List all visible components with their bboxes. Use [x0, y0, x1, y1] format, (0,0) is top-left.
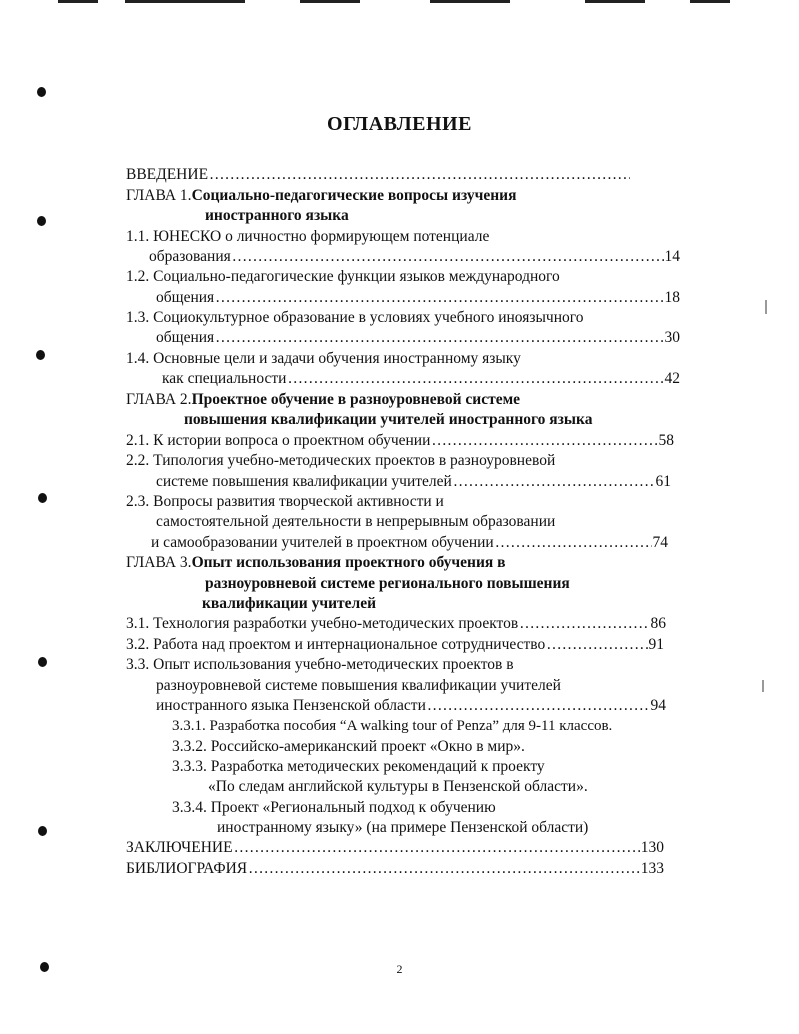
toc-entry-label: «По следам английской культуры в Пензенской области». [208, 778, 588, 795]
toc-leader-dots [495, 533, 652, 553]
toc-leader-dots [209, 165, 630, 185]
toc-entry-2-1 [126, 431, 674, 451]
toc-entry-label: самостоятельной деятельности в непрерывным образовании [156, 513, 556, 530]
toc-leader-dots [287, 369, 663, 389]
toc-entry-label: 3.3.3. Разработка методических рекомендаций к проекту [172, 758, 545, 775]
toc-page-number: 91 [648, 636, 664, 653]
toc-chapter-prefix: ГЛАВА 2. [126, 391, 192, 408]
scan-edge-mark [125, 0, 245, 3]
toc-leader-dots [427, 696, 650, 716]
toc-page-number: 133 [640, 860, 664, 877]
toc-entry-3-3-cont2 [156, 696, 666, 716]
toc-leader-dots [215, 328, 663, 348]
toc-entry-label: 3.3.1. Разработка пособия “A walking tour of Penza” для 9-11 классов. [172, 718, 613, 734]
binder-hole [37, 87, 46, 97]
page-title: ОГЛАВЛЕНИЕ [327, 113, 472, 135]
toc-entry-label: разноуровневой системе повышения квалификации учителей [156, 677, 561, 694]
toc-entry-label: 3.3.4. Проект «Региональный подход к обучению [172, 799, 496, 816]
toc-entry-1-2-cont [156, 288, 680, 308]
toc-chapter-prefix: ГЛАВА 1. [126, 187, 192, 204]
toc-entry-3-3-cont [156, 676, 561, 696]
toc-entry-label: ВВЕДЕНИЕ [126, 166, 209, 183]
binder-hole [37, 216, 46, 226]
toc-entry-bibliography [126, 859, 664, 879]
toc-chapter-title: Социально-педагогические вопросы изучения [191, 187, 517, 204]
toc-page-number: 58 [658, 432, 674, 449]
toc-page-number: 18 [664, 289, 680, 306]
toc-entry-3-3-3-cont [208, 777, 588, 797]
toc-leader-dots [453, 472, 655, 492]
toc-entry-3-3-4 [172, 798, 496, 818]
toc-chapter-title: квалификации учителей [202, 595, 377, 612]
toc-leader-dots [232, 247, 664, 267]
toc-entry-3-1 [126, 614, 666, 634]
toc-entry-1-2 [126, 267, 560, 287]
toc-entry-label: БИБЛИОГРАФИЯ [126, 860, 248, 877]
toc-entry-1-4 [126, 349, 521, 369]
toc-chapter-2-heading-cont [184, 410, 592, 430]
toc-entry-label: 2.1. К истории вопроса о проектном обучении [126, 432, 431, 449]
toc-page-number: 94 [650, 697, 666, 714]
toc-leader-dots [215, 288, 663, 308]
toc-page-number: 42 [664, 370, 680, 387]
toc-entry-label: 1.1. ЮНЕСКО о личностно формирующем потенциале [126, 228, 490, 245]
toc-entry-3-3-1 [172, 716, 612, 736]
toc-entry-label: общения [156, 289, 215, 306]
toc-entry-label: иностранному языку» (на примере Пензенской области) [217, 819, 589, 836]
toc-entry-1-3 [126, 308, 584, 328]
toc-page-number: 86 [650, 615, 666, 632]
toc-page-number: 61 [655, 473, 671, 490]
toc-entry-1-1 [126, 227, 489, 247]
scan-speck [762, 680, 764, 692]
toc-entry-3-3-3 [172, 757, 545, 777]
toc-entry-label: 3.1. Технология разработки учебно-методических проектов [126, 615, 519, 632]
toc-chapter-prefix: ГЛАВА 3. [126, 554, 192, 571]
toc-chapter-1-heading-cont [205, 206, 349, 226]
toc-entry-label: 1.4. Основные цели и задачи обучения иностранному языку [126, 350, 521, 367]
toc-leader-dots [546, 635, 647, 655]
toc-entry-conclusion [126, 838, 664, 858]
toc-chapter-3-heading-cont2 [202, 594, 376, 614]
toc-entry-label: системе повышения квалификации учителей [156, 473, 452, 490]
toc-entry-label: иностранного языка Пензенской области [156, 697, 426, 714]
toc-chapter-title: повышения квалификации учителей иностранного языка [184, 411, 593, 428]
toc-entry-2-2-cont [156, 472, 671, 492]
toc-chapter-3-heading [126, 553, 506, 573]
toc-entry-label: ЗАКЛЮЧЕНИЕ [126, 839, 233, 856]
toc-entry-3-3 [126, 655, 514, 675]
toc-entry-label: общения [156, 329, 215, 346]
scan-edge-mark [690, 0, 730, 3]
toc-entry-2-3-cont [156, 512, 555, 532]
toc-entry-label: 1.3. Социокультурное образование в условиях учебного иноязычного [126, 309, 584, 326]
toc-leader-dots [431, 431, 657, 451]
toc-entry-1-3-cont [156, 328, 680, 348]
toc-entry-label: образования [149, 248, 231, 265]
toc-chapter-title: Проектное обучение в разноуровневой системе [191, 391, 521, 408]
scan-speck [765, 300, 767, 314]
toc-page-number: 30 [664, 329, 680, 346]
toc-entry-label: и самообразовании учителей в проектном обучении [151, 534, 494, 551]
toc-entry-2-3-cont2 [151, 533, 668, 553]
toc-chapter-3-heading-cont [205, 574, 570, 594]
toc-leader-dots [519, 614, 649, 634]
binder-hole [38, 493, 47, 503]
toc-leader-dots [248, 859, 640, 879]
scan-edge-mark [585, 0, 645, 3]
toc-leader-dots [234, 838, 640, 858]
toc-chapter-2-heading [126, 390, 520, 410]
scan-edge-mark [300, 0, 360, 3]
binder-hole [38, 826, 47, 836]
toc-entry-3-3-2 [172, 737, 525, 757]
toc-chapter-title: Опыт использования проектного обучения в [191, 554, 506, 571]
toc-entry-label: 1.2. Социально-педагогические функции языков международного [126, 268, 560, 285]
toc-entry-label: 3.3.2. Российско-американский проект «Окно в мир». [172, 738, 525, 755]
toc-page-number: 130 [640, 839, 664, 856]
toc-entry-label: 2.3. Вопросы развития творческой активности и [126, 493, 444, 510]
toc-entry-3-2 [126, 635, 664, 655]
toc-entry-2-3 [126, 492, 444, 512]
toc-chapter-title: иностранного языка [205, 207, 349, 224]
toc-page-number: 14 [664, 248, 680, 265]
toc-entry-label: 3.3. Опыт использования учебно-методических проектов в [126, 656, 514, 673]
toc-entry-1-1-cont [149, 247, 680, 267]
scan-edge-mark [58, 0, 98, 3]
binder-hole [36, 350, 45, 360]
toc-entry-introduction [126, 165, 631, 185]
toc-entry-label: 2.2. Типология учебно-методических проектов в разноуровневой [126, 452, 556, 469]
toc-entry-1-4-cont [162, 369, 680, 389]
toc-entry-label: 3.2. Работа над проектом и интернациональное сотрудничество [126, 636, 546, 653]
toc-chapter-1-heading [126, 186, 517, 206]
toc-chapter-title: разноуровневой системе регионального повышения [205, 575, 570, 592]
page-number: 2 [396, 962, 403, 976]
scan-edge-mark [430, 0, 510, 3]
toc-entry-label: как специальности [162, 370, 287, 387]
toc-entry-3-3-4-cont [217, 818, 588, 838]
binder-hole [38, 657, 47, 667]
toc-entry-2-2 [126, 451, 555, 471]
toc-page-number: 74 [652, 534, 668, 551]
